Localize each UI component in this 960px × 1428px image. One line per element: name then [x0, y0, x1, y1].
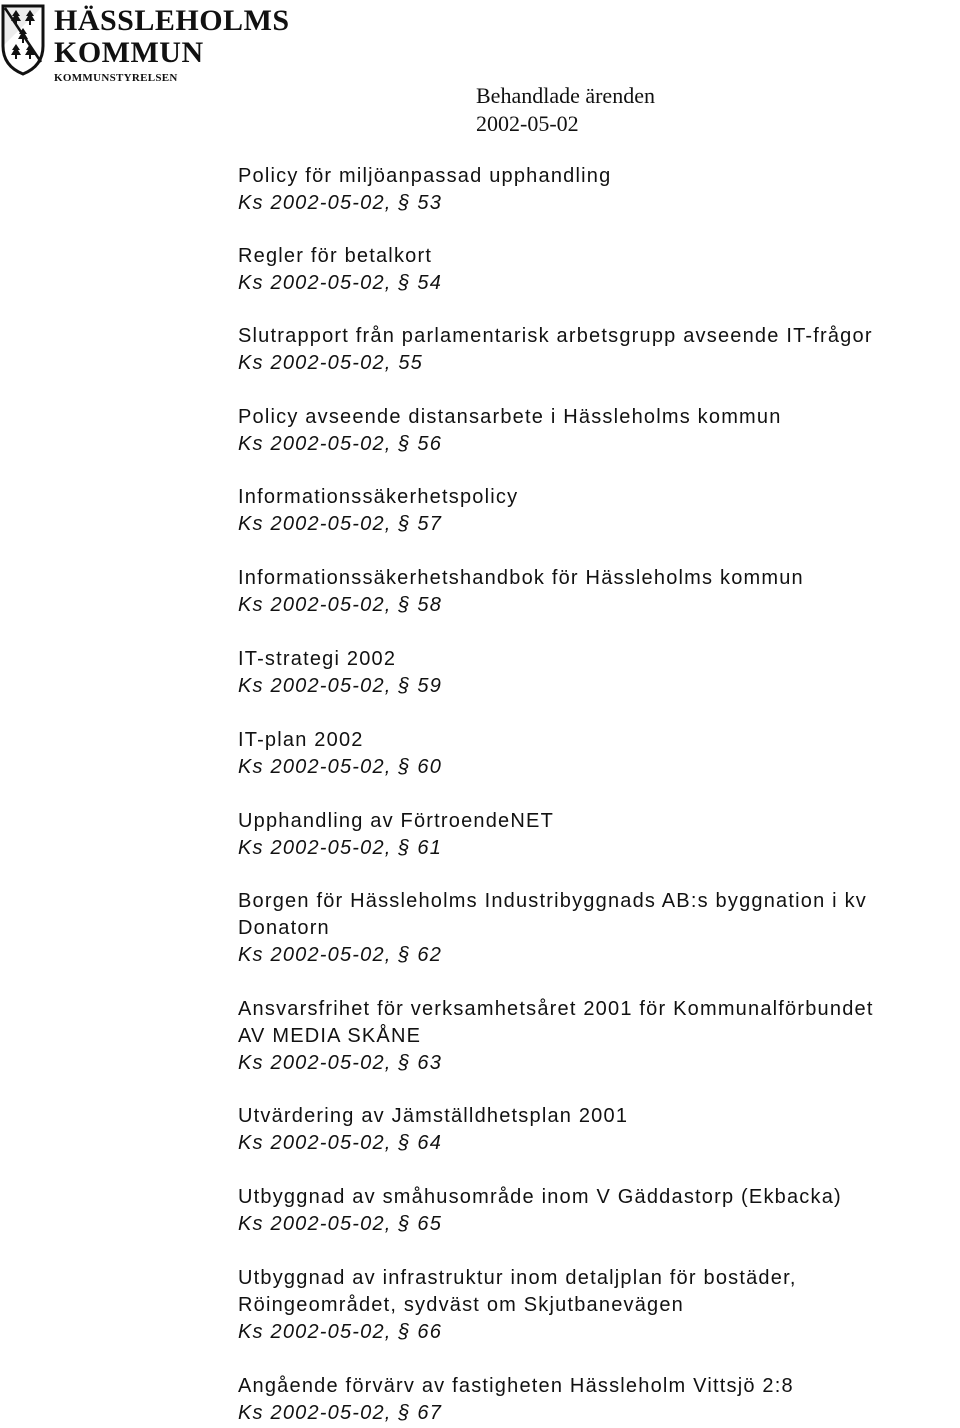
agenda-item-title: Slutrapport från parlamentarisk arbetsgrupp avseende IT-frågor	[238, 325, 873, 347]
document-header	[476, 82, 655, 138]
agenda-item-reference: Ks 2002-05-02, § 53	[238, 192, 443, 214]
agenda-item-title: Utbyggnad av infrastruktur inom detaljplan för bostäder,	[238, 1267, 797, 1289]
agenda-item-reference: Ks 2002-05-02, § 59	[238, 675, 443, 697]
agenda-item-reference: Ks 2002-05-02, § 60	[238, 756, 443, 778]
document-date: 2002-05-02	[476, 111, 579, 136]
agenda-item-reference: Ks 2002-05-02, § 65	[238, 1213, 443, 1235]
agenda-item-reference: Ks 2002-05-02, § 58	[238, 594, 443, 616]
agenda-item-reference: Ks 2002-05-02, § 57	[238, 513, 443, 535]
agenda-item-title: Utvärdering av Jämställdhetsplan 2001	[238, 1105, 629, 1127]
agenda-item-title: Röingeområdet, sydväst om Skjutbanevägen	[238, 1294, 685, 1316]
coat-of-arms-icon	[0, 2, 46, 76]
document-title: Behandlade ärenden	[476, 83, 655, 108]
agenda-item-reference: Ks 2002-05-02, § 61	[238, 837, 443, 859]
agenda-item	[238, 888, 867, 969]
agenda-item-title: Upphandling av FörtroendeNET	[238, 810, 554, 832]
logo-department: KOMMUNSTYRELSEN	[54, 72, 178, 84]
agenda-item	[238, 1103, 628, 1157]
agenda-item-reference: Ks 2002-05-02, § 56	[238, 433, 443, 455]
logo-municipality-name: HÄSSLEHOLMS	[54, 4, 290, 37]
agenda-item	[238, 1373, 794, 1427]
agenda-item-reference: Ks 2002-05-02, § 63	[238, 1052, 443, 1074]
agenda-item	[238, 808, 554, 862]
agenda-item-title: Angående förvärv av fastigheten Hässleholm Vittsjö 2:8	[238, 1375, 794, 1397]
agenda-item	[238, 243, 442, 297]
agenda-item	[238, 163, 611, 217]
agenda-item-title: IT-plan 2002	[238, 729, 364, 751]
agenda-item-title: Donatorn	[238, 917, 330, 939]
agenda-item	[238, 404, 782, 458]
agenda-item	[238, 565, 804, 619]
agenda-item-title: Informationssäkerhetspolicy	[238, 486, 519, 508]
agenda-item-title: AV MEDIA SKÅNE	[238, 1025, 422, 1047]
agenda-item-reference: Ks 2002-05-02, § 64	[238, 1132, 443, 1154]
agenda-item-title: Utbyggnad av småhusområde inom V Gäddastorp (Ekbacka)	[238, 1186, 842, 1208]
agenda-item-reference: Ks 2002-05-02, § 54	[238, 272, 443, 294]
agenda-item	[238, 727, 442, 781]
agenda-item-title: Borgen för Hässleholms Industribyggnads AB:s byggnation i kv	[238, 890, 867, 912]
agenda-item	[238, 646, 442, 700]
agenda-item-reference: Ks 2002-05-02, 55	[238, 352, 423, 374]
agenda-item	[238, 996, 874, 1077]
logo-kommun: KOMMUN	[54, 36, 204, 69]
agenda-item-title: Policy avseende distansarbete i Hässleholms kommun	[238, 406, 782, 428]
agenda-item-reference: Ks 2002-05-02, § 67	[238, 1402, 443, 1424]
agenda-item-reference: Ks 2002-05-02, § 62	[238, 944, 443, 966]
municipality-logo	[0, 0, 290, 84]
agenda-item-title: Policy för miljöanpassad upphandling	[238, 165, 612, 187]
agenda-item-title: Informationssäkerhetshandbok för Hässleholms kommun	[238, 567, 804, 589]
agenda-item-title: IT-strategi 2002	[238, 648, 397, 670]
agenda-item-title: Ansvarsfrihet för verksamhetsåret 2001 för Kommunalförbundet	[238, 998, 874, 1020]
logo-wordmark	[54, 6, 290, 84]
agenda-item-reference: Ks 2002-05-02, § 66	[238, 1321, 443, 1343]
agenda-item	[238, 484, 518, 538]
agenda-item-title: Regler för betalkort	[238, 245, 433, 267]
agenda-item	[238, 1265, 797, 1346]
agenda-item	[238, 1184, 842, 1238]
agenda-item	[238, 323, 873, 377]
